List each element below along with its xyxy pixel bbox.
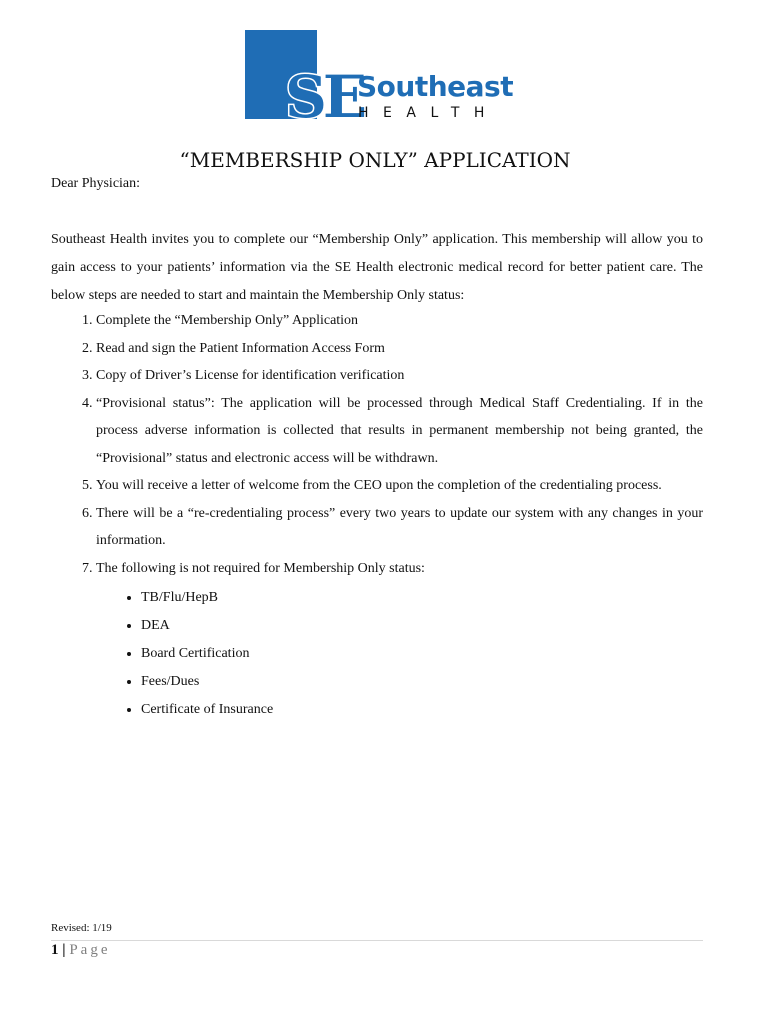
step-item: 2. Read and sign the Patient Information Access Form	[96, 335, 703, 363]
document-title: “MEMBERSHIP ONLY” APPLICATION	[179, 148, 571, 172]
footer-divider	[51, 940, 703, 941]
step-item-text: The following is not required for Membership Only status:	[96, 560, 425, 576]
step-item	[96, 555, 703, 725]
bullet-item: • Fees/Dues	[141, 668, 703, 696]
bullet-item: • Board Certification	[141, 640, 703, 668]
page-separator: |	[62, 942, 66, 958]
logo-se-mark: SE	[285, 63, 364, 131]
steps-list	[51, 307, 703, 724]
document-title-wrap	[0, 148, 770, 172]
step-item: 1. Complete the “Membership Only” Application	[96, 307, 703, 335]
page-label: Page	[69, 942, 111, 958]
step-item: 5. You will receive a letter of welcome from the CEO upon the completion of the credentialing process.	[96, 472, 703, 500]
step-item: 4. “Provisional status”: The application will be processed through Medical Staff Credentialing. If in the process adverse information is collected that results in permanent membership not being granted, the “Provisional” status and electronic access will be withdrawn.	[96, 390, 703, 473]
bullet-item: • DEA	[141, 612, 703, 640]
step-item: 3. Copy of Driver’s License for identification verification	[96, 362, 703, 390]
page-number-footer	[51, 942, 110, 959]
intro-paragraph: Southeast Health invites you to complete our “Membership Only” application. This membership will allow you to gain access to your patients’ information via the SE Health electronic medical record for better patient care. The below steps are needed to start and maintain the Membership Only status:	[51, 232, 703, 303]
bullet-item: • TB/Flu/HepB	[141, 584, 703, 612]
greeting: Dear Physician:	[51, 176, 141, 191]
not-required-list	[96, 584, 703, 724]
logo-subtitle: HEALTH	[358, 105, 499, 121]
bullet-item: • Certificate of Insurance	[141, 696, 703, 724]
page-number: 1	[51, 942, 59, 958]
logo-name: Southeast	[357, 70, 514, 103]
revised-date: Revised: 1/19	[51, 922, 112, 934]
southeast-health-logo	[245, 30, 520, 131]
step-item: 6. There will be a “re-credentialing process” every two years to update our system with any changes in your information.	[96, 500, 703, 555]
